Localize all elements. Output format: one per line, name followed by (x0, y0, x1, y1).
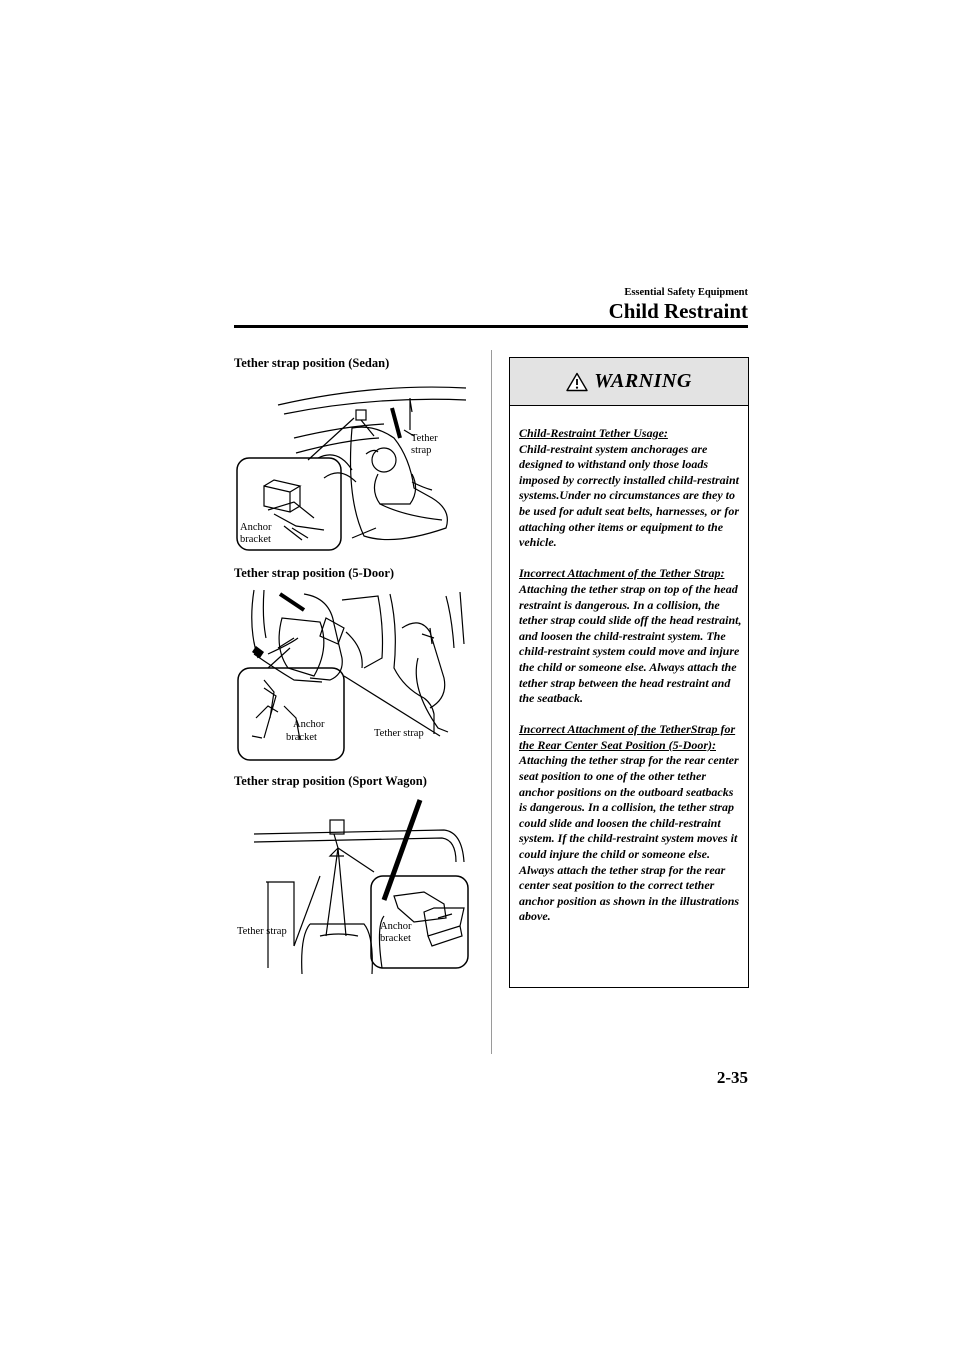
figure-caption-5-door: Tether strap position (5-Door) (234, 566, 395, 580)
warning-subtitle: Child-Restraint Tether Usage: (519, 426, 668, 440)
warning-subtitle: Incorrect Attachment of the Tether Strap: (519, 566, 725, 581)
warning-text: Attaching the tether strap on top of the head restraint is dangerous. In a collision, the tether strap could slide off the head restraint, and loosen the child-restraint system. The child-restraint system could move and injure the child or someone else. Always attach the tether strap between the head restraint and the seatback. (519, 581, 742, 706)
callout-anchor-bracket-5-door-2: bracket (286, 732, 317, 743)
warning-section (519, 722, 742, 925)
callout-anchor-bracket-sedan: Anchor (240, 522, 272, 533)
callout-tether-strap-5-door: Tether strap (374, 728, 424, 739)
page-title: Child Restraint (608, 299, 748, 323)
warning-subtitle: Incorrect Attachment of the TetherStrap for the Rear Center Seat Position (5-Door): (519, 722, 736, 752)
callout-anchor-bracket-5-door: Anchor (293, 719, 325, 730)
warning-triangle-icon (566, 372, 588, 392)
warning-header (510, 358, 748, 406)
warning-section (519, 426, 742, 551)
warning-text: Child-restraint system anchorages are designed to withstand only those loads imposed by correctly installed child-restraint systems.Under no circumstances are they to be used for adult seat belts, harnesses, or for attaching other items or equipment to the vehicle. (519, 441, 740, 550)
callout-anchor-bracket-wagon: Anchor (380, 921, 412, 932)
5-door-illustration (234, 588, 474, 763)
warning-title: WARNING (594, 370, 692, 392)
warning-section (519, 566, 742, 706)
figure-5-door (234, 588, 474, 763)
section-label: Essential Safety Equipment (624, 287, 748, 298)
warning-text: Attaching the tether strap for the rear center seat position to one of the other tether anchor positions on the outboard seatbacks is dangerous. In a collision, the tether strap could slide and loosen the child-restraint system. If the child-restraint system moves it could injure the child or someone else. Always attach the tether strap for the rear center seat position to the correct tether anchor position as shown in the illustrations above. (519, 753, 740, 924)
callout-anchor-bracket-wagon-2: bracket (380, 933, 411, 944)
callout-anchor-bracket-sedan-2: bracket (240, 534, 271, 545)
column-divider (491, 350, 492, 1054)
figure-sport-wagon (234, 796, 474, 974)
sport-wagon-illustration (234, 796, 474, 974)
callout-tether-strap-sedan: Tether (411, 433, 438, 444)
callout-tether-strap-wagon: Tether strap (237, 926, 287, 937)
figure-caption-sport-wagon: Tether strap position (Sport Wagon) (234, 774, 427, 788)
warning-box (509, 357, 749, 988)
warning-body (510, 406, 748, 925)
figure-caption-sedan: Tether strap position (Sedan) (234, 356, 390, 370)
header-rule (234, 325, 748, 328)
page-number: 2-35 (716, 1068, 748, 1087)
callout-tether-strap-sedan-2: strap (411, 445, 432, 456)
